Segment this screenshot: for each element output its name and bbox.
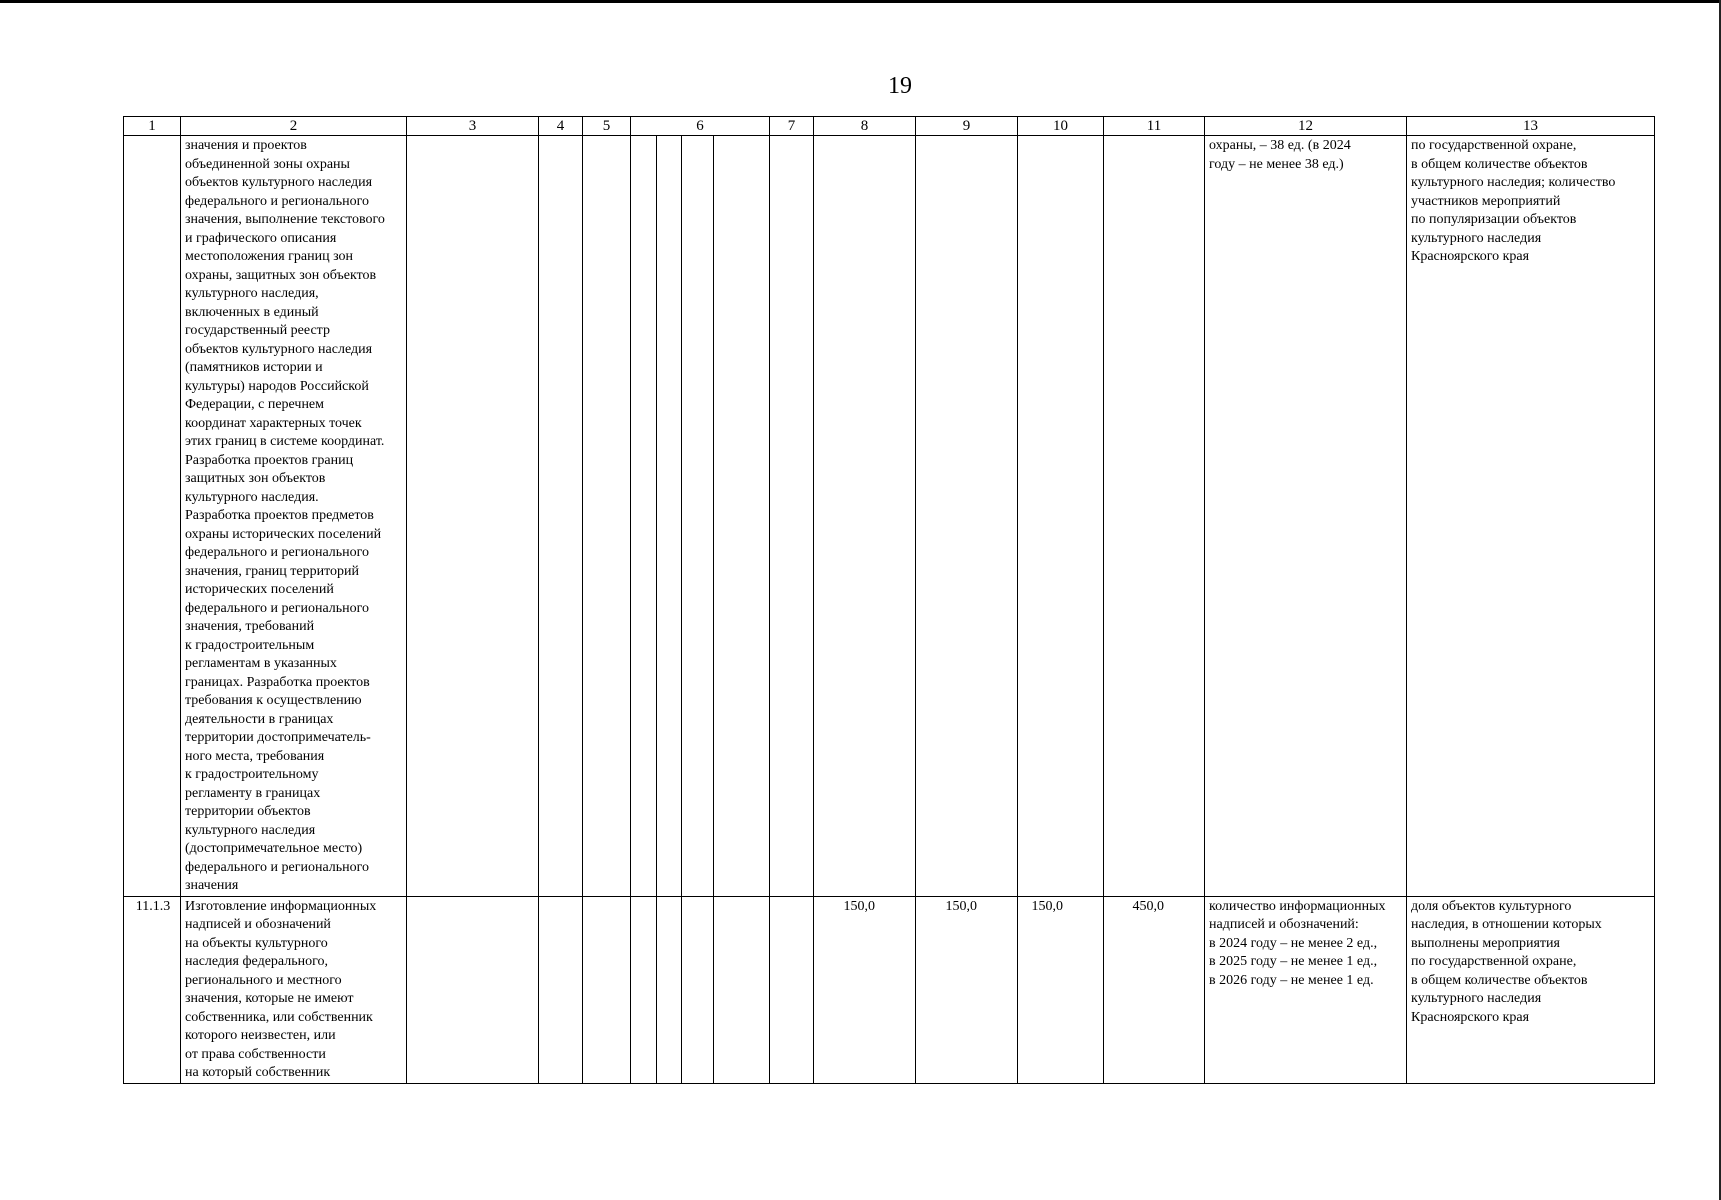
column-header-9: 9 — [916, 117, 1018, 136]
column-header-7: 7 — [770, 117, 814, 136]
amount-2026 — [1018, 136, 1103, 137]
col8-cell — [814, 896, 916, 1083]
column-header-10: 10 — [1018, 117, 1104, 136]
col11-cell — [1104, 896, 1205, 1083]
col10-cell — [1018, 896, 1104, 1083]
column-header-11: 11 — [1104, 117, 1205, 136]
amount-2025 — [916, 136, 1017, 137]
page-number: 19 — [888, 73, 912, 99]
col6c-cell — [682, 896, 714, 1083]
column-header-8: 8 — [814, 117, 916, 136]
table-row — [124, 896, 1655, 1083]
indicator: доля объектов культурного наследия, в отношении которых выполнены мероприятия по государственной охране, в общем количестве объектов культурного наследия Красноярского края — [1411, 898, 1602, 1025]
col7-cell — [770, 136, 814, 897]
col6c-cell — [682, 136, 714, 897]
col6a-cell — [631, 896, 657, 1083]
amount-2024 — [814, 136, 915, 137]
col9-cell — [916, 136, 1018, 897]
col7-cell — [770, 896, 814, 1083]
col6d-cell — [714, 896, 770, 1083]
activity-description: Изготовление информационных надписей и обозначений на объекты культурного наследия федерального, регионального и местного значения, которые не имеют собственника, или собственник которого неизвестен, или от права собственности на который собственник — [185, 898, 377, 1080]
col8-cell — [814, 136, 916, 897]
budget-table — [123, 116, 1655, 1084]
column-header-12: 12 — [1205, 117, 1407, 136]
expected-result: количество информационных надписей и обозначений: в 2024 году – не менее 2 ед., в 2025 году – не менее 1 ед., в 2026 году – не менее 1 ед. — [1209, 898, 1386, 988]
col5-cell — [583, 896, 631, 1083]
column-header-13: 13 — [1407, 117, 1655, 136]
col6b-cell — [657, 896, 682, 1083]
activity-description-cell — [181, 896, 407, 1083]
column-header-6: 6 — [631, 117, 770, 136]
activity-description: значения и проектов объединенной зоны охраны объектов культурного наследия федерального и регионального значения, выполнение текстового и графического описания местоположения границ зон охраны, защитных зон объектов культурного наследия, включенных в единый государственный реестр объектов культурного наследия (памятников истории и культуры) народов Российской Федерации, с перечнем координат характерных точек этих границ в системе координат. Разработка проектов границ защитных зон объектов культурного наследия. Разработка проектов предметов охраны исторических поселений федерального и регионального значения, границ территорий исторических поселений федерального и регионального значения, требований к градостроительным регламентам в указанных границах. Разработка проектов требования к осуществлению деятельности в границах территории достопримечатель- ного места, требования к градостроительному регламенту в границах территории объектов культурного наследия (достопримечательное место) федерального и регионального значения — [185, 138, 385, 893]
column-header-5: 5 — [583, 117, 631, 136]
col6a-cell — [631, 136, 657, 897]
scan-top-edge — [0, 0, 1721, 3]
amount-2025: 150,0 — [945, 898, 977, 914]
table-row — [124, 136, 1655, 897]
col12-cell — [1205, 136, 1407, 897]
col11-cell — [1104, 136, 1205, 897]
col12-cell — [1205, 896, 1407, 1083]
row-number-cell — [124, 896, 181, 1083]
col4-cell — [539, 896, 583, 1083]
col3-cell — [407, 136, 539, 897]
row-number-cell — [124, 136, 181, 897]
amount-total — [1104, 136, 1204, 137]
header-row — [124, 117, 1655, 136]
amount-2024: 150,0 — [843, 898, 875, 914]
row-number — [124, 136, 180, 137]
column-header-4: 4 — [539, 117, 583, 136]
col5-cell — [583, 136, 631, 897]
col6d-cell — [714, 136, 770, 897]
expected-result: охраны, – 38 ед. (в 2024 году – не менее 38 ед.) — [1209, 138, 1351, 172]
amount-total: 450,0 — [1132, 898, 1164, 914]
col13-cell — [1407, 136, 1655, 897]
col10-cell — [1018, 136, 1104, 897]
col9-cell — [916, 896, 1018, 1083]
col4-cell — [539, 136, 583, 897]
amount-2026: 150,0 — [1031, 898, 1063, 914]
col13-cell — [1407, 896, 1655, 1083]
indicator: по государственной охране, в общем количестве объектов культурного наследия; количество участников мероприятий по популяризации объектов культурного наследия Красноярского края — [1411, 138, 1616, 264]
col3-cell — [407, 896, 539, 1083]
column-header-3: 3 — [407, 117, 539, 136]
col6b-cell — [657, 136, 682, 897]
column-header-2: 2 — [181, 117, 407, 136]
column-header-1: 1 — [124, 117, 181, 136]
row-number: 11.1.3 — [135, 898, 171, 914]
activity-description-cell — [181, 136, 407, 897]
